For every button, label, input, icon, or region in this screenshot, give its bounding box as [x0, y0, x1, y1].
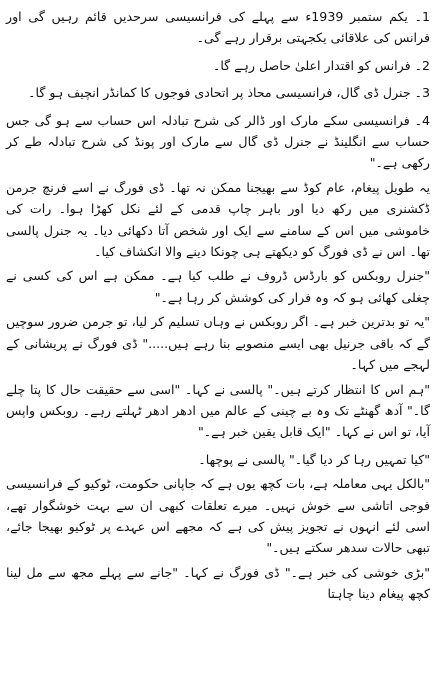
condition-item-3: 3۔ جنرل ڈی گال، فرانسیسی محاذ پر اتحادی فوجوں کا کمانڈر انچیف ہو گا۔ [28, 85, 430, 101]
condition-item-4: 4۔ فرانسیسی سکے مارک اور ڈالر کی شرح تبادلہ اس حساب سے ہو گی جس حساب سے انگلینڈ نے جنرل ڈی گال سے مارک اور پونڈ کی شرح تبادلہ طے کر رکھی ہے۔" [6, 112, 430, 171]
narrative-paragraph: یہ طویل پیغام، عام کوڈ سے بھیجنا ممکن نہ تھا۔ ڈی فورگ نے اسے فرنچ جرمن ڈکشنری میں رکھ دیا اور باہر چاپ قدمی کے لئے نکل کھڑا ہوا۔ رات کی خاموشی میں اس کے سامنے سے ایک اور شخص آتا دکھائی دیا۔ یہ جنرل پالسی تھا۔ اس نے ڈی فورگ کو دیکھتے ہی چونکا دینے والا انکشاف کیا۔ [6, 179, 430, 260]
dialogue-paragraph: "کیا تمہیں رہا کر دیا گیا۔" پالسی نے پوچھا۔ [198, 451, 430, 467]
dialogue-paragraph: "بڑی خوشی کی خبر ہے۔" ڈی فورگ نے کہا۔ "جانے سے پہلے مجھ سے مل لینا کچھ پیغام دینا چاہتا [6, 564, 430, 602]
dialogue-paragraph: "ہم اس کا انتظار کرتے ہیں۔" پالسی نے کہا۔ "اسی سے حقیقت حال کا پتا چلے گا۔" آدھ گھنٹے تک وہ بے چینی کے عالم میں ادھر ادھر ٹہلتے رہے۔ روبکس واپس آیا، تو اس نے کہا۔ "ایک قابل یقین خبر ہے۔" [6, 381, 430, 440]
dialogue-paragraph: "بالکل یہی معاملہ ہے، بات کچھ یوں ہے کہ جاپانی حکومت، ٹوکیو کے فرانسیسی فوجی اتاشی سے خوش نہیں۔ میرے تعلقات کبھی ان سے بہت خوشگوار تھے، اسی لئے انہوں نے تجویز پیش کی ہے کہ مجھے اس عہدے پر ٹوکیو بھیجا جائے، تبھی حالات سدھر سکتے ہیں۔" [6, 476, 430, 556]
dialogue-paragraph: "یہ تو بدترین خبر ہے۔ اگر روبکس نے وہاں تسلیم کر لیا، تو جرمن ضرور سوچیں گے کہ باقی جرنیل بھی ایسے منصوبے بنا رہے ہیں....." ڈی فورگ نے پریشانی کے لہجے میں کہا۔ [6, 314, 430, 373]
condition-item-2: 2۔ فرانس کو اقتدار اعلیٰ حاصل رہے گا۔ [212, 57, 430, 73]
condition-item-1: 1۔ یکم ستمبر 1939ء سے پہلے کی فرانسیسی سرحدیں قائم رہیں گی اور فرانس کی علاقائی یکجہتی برقرار رہے گی۔ [6, 9, 430, 46]
dialogue-paragraph: "جنرل روبکس کو بارڈس ڈروف نے طلب کیا ہے۔ ممکن ہے اس کی کسی نے چغلی کھائی ہو کہ وہ فرار کی کوشش کر رہا ہے۔" [6, 268, 430, 305]
